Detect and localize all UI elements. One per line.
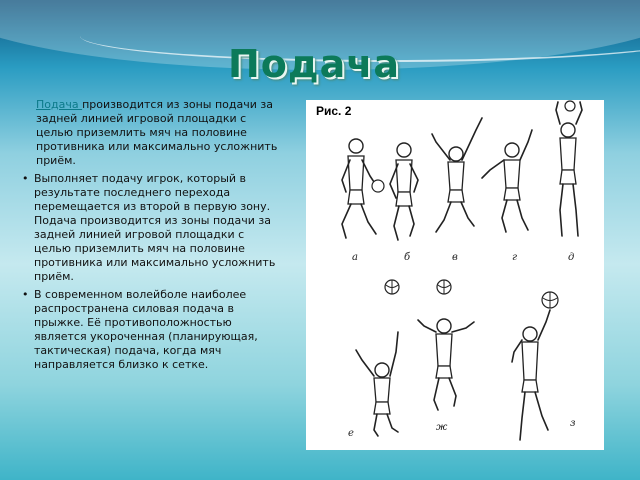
serve-illustration	[306, 100, 604, 450]
slide-text	[22, 98, 284, 376]
figure-letter-a: а	[352, 252, 358, 263]
figure-letter-v: в	[452, 252, 458, 263]
player-figure-e	[356, 332, 398, 436]
serve-figures-drawing	[306, 100, 604, 450]
ball-a	[372, 180, 384, 192]
figure-letter-d: д	[568, 252, 575, 263]
player-figure-g	[482, 130, 532, 232]
player-figure-zh	[418, 319, 474, 410]
slide-title: Подача	[228, 42, 400, 86]
player-figure-v	[432, 118, 482, 232]
intro-link[interactable]: Подача	[36, 98, 83, 111]
figure-label: Рис. 2	[316, 104, 352, 118]
player-figure-d	[556, 102, 582, 236]
player-figure-b	[390, 143, 418, 240]
figure-letter-z: з	[570, 418, 576, 429]
intro-paragraph	[36, 98, 284, 168]
bullet-list	[22, 172, 284, 372]
player-figure-a	[342, 139, 376, 238]
figure-letter-g: г	[512, 252, 518, 263]
figure-letter-e: е	[348, 428, 354, 439]
figure-letter-zh: ж	[436, 422, 448, 433]
figure-letter-b: б	[404, 252, 411, 263]
intro-text: производится из зоны подачи за задней линией игровой площадки с целью приземлить мяч на половине противника или максимально усложнить приём.	[36, 98, 278, 167]
bullet-item: • В современном волейболе наиболее распространена силовая подача в прыжке. Её противоположностью является укороченная (планирующая, тактическая) подача, когда мяч направляется близко к сетке.	[34, 288, 284, 372]
ball-d	[565, 101, 575, 111]
bullet-item: • Выполняет подачу игрок, который в результате последнего перехода перемещается из второй в первую зону. Подача производится из зоны подачи за задней линией игровой площадки с целью приземлить мяч на половине противника или максимально усложнить приём.	[34, 172, 284, 284]
player-figure-z	[512, 310, 550, 440]
